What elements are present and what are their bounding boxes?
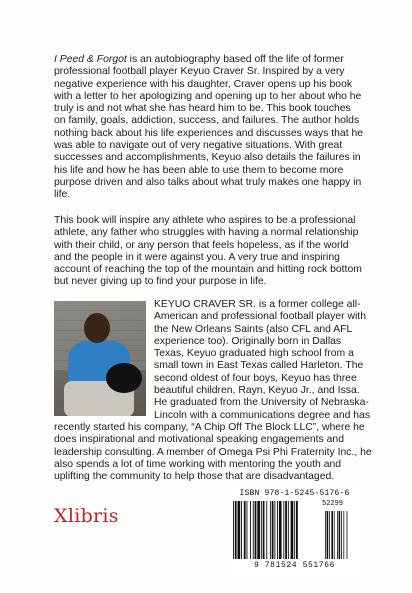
barcode-bar <box>233 501 234 559</box>
barcode-bar <box>277 501 278 559</box>
author-photo <box>54 301 146 416</box>
publisher-logo <box>54 505 128 527</box>
barcode-bar <box>279 501 282 559</box>
barcode-bar <box>253 501 254 559</box>
author-bio-section <box>54 299 372 483</box>
barcode-bar <box>257 501 260 559</box>
description-paragraph-2: This book will inspire any athlete who aspires to be a professional athlete, any father who struggles with having a normal relationship with their child, or any person that feels hopeless, as if the world and the people in it were against you. A very true and inspiring account of reaching the top of the mountain and hitting rock bottom but never giving up to find your purpose in life. <box>54 215 362 288</box>
barcode-addon-bar <box>337 511 338 559</box>
barcode-addon-bar <box>347 511 348 559</box>
description-paragraph-1 <box>54 54 364 202</box>
barcode-bar <box>244 501 246 559</box>
isbn-label: ISBN 978-1-5245-5176-6 <box>239 489 350 498</box>
barcode-addon-digits: 52299 <box>322 500 344 508</box>
barcode-addon-bar <box>341 511 342 559</box>
publisher-name: Xlibris <box>54 505 119 527</box>
barcode-digits: 9 781524 551766 <box>253 561 335 570</box>
barcode-bar <box>266 501 267 559</box>
barcode-addon-bar <box>325 511 326 559</box>
barcode-bar <box>263 501 265 559</box>
barcode-bar <box>291 501 294 559</box>
barcode-bar <box>255 501 257 559</box>
barcode-bar <box>270 501 271 559</box>
description-paragraph-1-text: is an autobiography based off the life of former professional football player Keyuo Craver Sr. Inspired by a very negative experience with his daughter, Craver opens up his book with a letter to her apologizing and opening up to her about who he truly is and not what she has heard him to be. This book touches on family, goals, addiction, success, and failures. The author holds nothing back about his life experiences and discusses ways that he was able to navigate out of very negative situations. With great successes and accomplishments, Keyuo also details the failures in his life and how he has been able to use them to become more purpose driven and also talks about what truly makes one happy in life. <box>54 54 364 201</box>
book-title-italic: I Peed & Forgot <box>54 54 127 65</box>
barcode-bar <box>272 501 274 559</box>
author-bio-text: KEYUO CRAVER SR. is a former college all-American and professional football player with the New Orleans Saints (also CFL and AFL experience too). Originally born in Dallas Texas, Keyuo graduated high school from a small town in East Texas called Harleton. The second oldest of four boys, Keyuo has three beautiful children, Rayn, Keyuo Jr., and Issa. He graduated from the University of Nebraska-Lincoln with a communications degree and has recently started his company, “A Chip Off The Block LLC”, where he does inspirational and motivational speaking engagements and leadership consulting. A member of Omega Psi Phi Fraternity Inc., he also spends a lot of time working with mentoring the youth and uplifting the community to help those that are disadvantaged. <box>54 299 372 483</box>
barcode-bar <box>241 501 242 559</box>
barcode-addon-bar <box>334 511 335 559</box>
barcode-bars <box>233 501 356 559</box>
barcode-bar <box>235 501 237 559</box>
barcode-addon-bar <box>343 511 344 559</box>
barcode-bar <box>296 501 298 559</box>
barcode-addon-bar <box>331 511 333 559</box>
isbn-barcode <box>229 489 360 575</box>
barcode-bar <box>238 501 241 559</box>
barcode-bar <box>294 501 295 559</box>
barcode-addon-bar <box>339 511 341 559</box>
barcode-bar <box>247 501 248 559</box>
barcode-addon-bar <box>329 511 330 559</box>
barcode-bar <box>285 501 287 559</box>
barcode-bar <box>288 501 289 559</box>
barcode-addon-bar <box>327 511 329 559</box>
barcode-bar <box>274 501 275 559</box>
barcode-bar <box>250 501 251 559</box>
barcode-bar <box>283 501 284 559</box>
barcode-bar <box>261 501 262 559</box>
